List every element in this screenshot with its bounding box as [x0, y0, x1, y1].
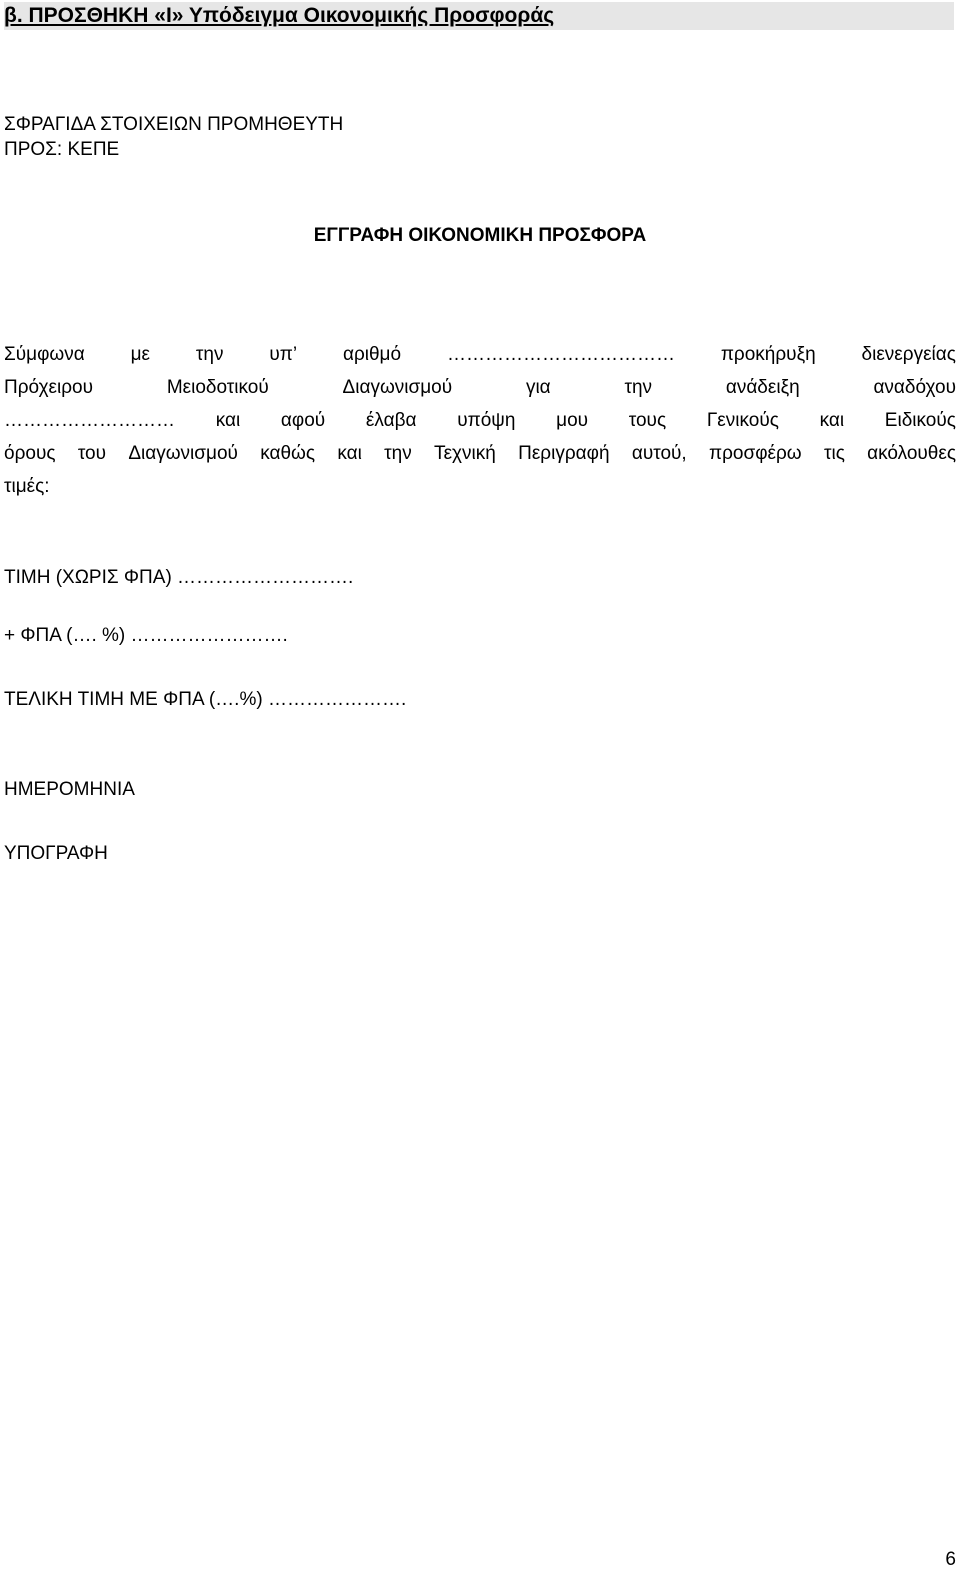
paragraph-word: και	[215, 410, 241, 431]
signature-label: ΥΠΟΓΡΑΦΗ	[4, 843, 108, 864]
paragraph-word: την	[384, 443, 412, 464]
paragraph-row-2	[4, 371, 956, 404]
paragraph-word: προκήρυξη	[720, 344, 816, 365]
paragraph-word: Σύμφωνα	[4, 344, 85, 365]
paragraph-word: για	[525, 377, 551, 398]
paragraph-word: ακόλουθες	[867, 443, 956, 464]
page-number: 6	[945, 1549, 956, 1570]
paragraph-word: τους	[628, 410, 667, 431]
date-label: ΗΜΕΡΟΜΗΝΙΑ	[4, 779, 135, 800]
paragraph-word: την	[624, 377, 653, 398]
paragraph-row-5	[4, 470, 956, 503]
paragraph-word: αφού	[280, 410, 326, 431]
paragraph-word: υπ’	[269, 344, 298, 365]
paragraph-word: αναδόχου	[873, 377, 956, 398]
paragraph-word: Τεχνική	[434, 443, 496, 464]
page-heading: β. ΠΡΟΣΘΗΚΗ «Ι» Υπόδειγμα Οικονομικής Προσφοράς	[4, 4, 555, 27]
paragraph-word: ………………………………	[446, 344, 675, 365]
paragraph-word: όρους	[4, 443, 56, 464]
paragraph-row-1	[4, 338, 956, 371]
paragraph-word: Μειοδοτικού	[166, 377, 269, 398]
paragraph-word: Πρόχειρου	[4, 377, 94, 398]
paragraph-row-3	[4, 404, 956, 437]
paragraph-word: Περιγραφή	[518, 443, 610, 464]
paragraph-word: προσφέρω	[709, 443, 802, 464]
paragraph-word: και	[337, 443, 362, 464]
paragraph-word: την	[195, 344, 224, 365]
paragraph-word: του	[77, 443, 107, 464]
offer-paragraph	[4, 338, 956, 503]
paragraph-row-5-text: τιμές:	[4, 476, 50, 497]
paragraph-word: διενεργείας	[861, 344, 956, 365]
recipient-line: ΠΡΟΣ: ΚΕΠΕ	[4, 139, 120, 160]
paragraph-word: Διαγωνισμού	[342, 377, 453, 398]
paragraph-word: ανάδειξη	[725, 377, 800, 398]
paragraph-word: ………………………	[4, 410, 175, 431]
paragraph-word: Ειδικούς	[884, 410, 956, 431]
paragraph-row-4	[4, 437, 956, 470]
paragraph-word: έλαβα	[365, 410, 417, 431]
paragraph-word: αυτού,	[631, 443, 687, 464]
paragraph-word: Γενικούς	[706, 410, 779, 431]
paragraph-word: υπόψη	[457, 410, 516, 431]
total-price-with-vat: ΤΕΛΙΚΗ ΤΙΜΗ ΜΕ ΦΠΑ (….%) ………………….	[4, 689, 407, 710]
price-without-vat: ΤΙΜΗ (ΧΩΡΙΣ ΦΠΑ) ……………………….	[4, 567, 354, 588]
paragraph-word: και	[819, 410, 845, 431]
paragraph-word: καθώς	[260, 443, 316, 464]
form-title: ΕΓΓΡΑΦΗ ΟΙΚΟΝΟΜΙΚΗ ΠΡΟΣΦΟΡΑ	[313, 225, 647, 246]
paragraph-word: αριθμό	[342, 344, 402, 365]
paragraph-word: Διαγωνισμού	[128, 443, 238, 464]
supplier-stamp-line: ΣΦΡΑΓΙΔΑ ΣΤΟΙΧΕΙΩΝ ΠΡΟΜΗΘΕΥΤΗ	[4, 114, 344, 135]
paragraph-word: με	[130, 344, 151, 365]
paragraph-word: μου	[556, 410, 589, 431]
vat-line: + ΦΠΑ (…. %) …………………….	[4, 625, 288, 646]
paragraph-word: τις	[823, 443, 845, 464]
